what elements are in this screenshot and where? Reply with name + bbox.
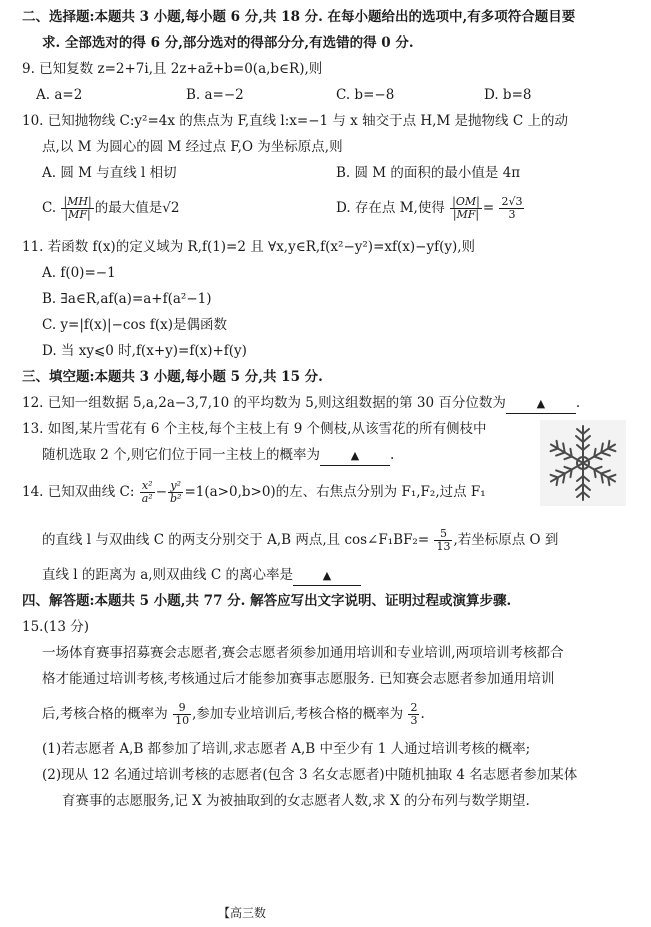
q14-cos-denominator: 13 — [436, 540, 451, 553]
q15-fraction-professional-numerator: 2 — [410, 701, 418, 714]
q14-fraction-x — [140, 480, 155, 505]
q11-option-b: B. ∃a∈R,af(a)=a+f(a²−1) — [42, 291, 212, 307]
q12-text: 12. 已知一组数据 5,a,2a−3,7,10 的平均数为 5,则这组数据的第 30 百分位数为 — [22, 395, 506, 411]
q14-line1 — [22, 480, 486, 505]
q9-option-b: B. a=−2 — [186, 87, 244, 103]
q10-option-a: A. 圆 M 与直线 l 相切 — [42, 165, 177, 181]
q15-fraction-general-numerator: 9 — [173, 702, 191, 715]
q12-blank-triangle-icon: ▲ — [536, 397, 546, 410]
q10-option-d-equals: = — [482, 200, 495, 216]
q13-line1: 13. 如图,某片雪花有 6 个主枝,每个主枝上有 9 个侧枝,从该雪花的所有侧枝中 — [22, 421, 487, 437]
q10-option-b: B. 圆 M 的面积的最小值是 4π — [336, 165, 521, 181]
q10-option-d-fraction — [450, 196, 482, 221]
q14-fraction-y-numerator: y² — [168, 480, 183, 493]
q10-option-d-numerator: |OM| — [452, 195, 480, 208]
q14-fraction-y-denominator: b² — [170, 492, 182, 505]
q9-option-a: A. a=2 — [36, 87, 83, 103]
q12-end: . — [575, 395, 581, 411]
q15-subquestion-2-line2: 育赛事的志愿服务,记 X 为被抽取到的女志愿者人数,求 X 的分布列与数学期望. — [62, 793, 530, 809]
q15-fraction-professional-denominator: 3 — [410, 714, 418, 727]
q10-stem-line1: 10. 已知抛物线 C:y²=4x 的焦点为 F,直线 l:x=−1 与 x 轴交于点 H,M 是抛物线 C 上的动 — [22, 113, 568, 129]
q9-option-d: D. b=8 — [484, 87, 532, 103]
q11-option-c: C. y=|f(x)|−cos f(x)是偶函数 — [42, 317, 227, 333]
q14-line1-start: 14. 已知双曲线 C: — [22, 484, 135, 500]
q14-cos-fraction — [434, 528, 452, 553]
q13-end: . — [389, 447, 395, 463]
q13-answer-blank — [320, 446, 390, 466]
q15-fraction-professional — [408, 702, 419, 727]
q10-option-c-suffix: 的最大值是√2 — [94, 200, 180, 216]
q10-option-d-value-numerator: 2√3 — [501, 195, 523, 208]
q15-fraction-general — [173, 702, 191, 727]
q11-option-a: A. f(0)=−1 — [42, 265, 116, 281]
q14-line2 — [42, 528, 558, 553]
q12-answer-blank — [506, 394, 576, 414]
section4-header: 四、解答题:本题共 5 小题,共 77 分. 解答应写出文字说明、证明过程或演算步骤. — [22, 593, 512, 609]
q10-option-d-prefix: D. 存在点 M,使得 — [336, 200, 445, 216]
q15-fraction-general-denominator: 10 — [175, 714, 190, 727]
q15-line3-start: 后,考核合格的概率为 — [42, 706, 168, 722]
q11-stem: 11. 若函数 f(x)的定义域为 R,f(1)=2 且 ∀x,y∈R,f(x²−y²)=xf(x)−yf(y),则 — [22, 239, 476, 255]
section2-header-line1: 二、选择题:本题共 3 小题,每小题 6 分,共 18 分. 在每小题给出的选项中,有多项符合题目要 — [22, 9, 576, 25]
snowflake-figure — [540, 420, 626, 506]
q14-line3 — [42, 566, 361, 586]
q10-option-c-numerator: |MH| — [63, 195, 92, 208]
q15-subquestion-1: (1)若志愿者 A,B 都参加了培训,求志愿者 A,B 中至少有 1 人通过培训考核的概率; — [42, 741, 531, 757]
page-footer: 【高三数 — [218, 906, 267, 920]
q10-option-c — [42, 196, 179, 221]
q14-fraction-x-numerator: x² — [140, 480, 155, 493]
q13-text: 随机选取 2 个,则它们位于同一主枝上的概率为 — [42, 447, 320, 463]
q15-paragraph-line2: 格才能通过培训考核,考核通过后才能参加赛事志愿服务. 已知赛会志愿者参加通用培训 — [42, 671, 555, 687]
q14-minus: − — [155, 484, 168, 500]
q9-stem: 9. 已知复数 z=2+7i,且 2z+az̄+b=0(a,b∈R),则 — [22, 61, 323, 77]
q14-cos-numerator: 5 — [434, 528, 452, 541]
q10-option-d-value — [499, 196, 524, 221]
q15-subquestion-2-line1: (2)现从 12 名通过培训考核的志愿者(包含 3 名女志愿者)中随机抽取 4 名志愿者参加某体 — [42, 767, 578, 783]
q15-paragraph-line1: 一场体育赛事招募赛会志愿者,赛会志愿者须参加通用培训和专业培训,两项培训考核都合 — [42, 645, 564, 661]
q10-option-d — [336, 196, 525, 221]
q15-line3-middle: ,参加专业培训后,考核合格的概率为 — [192, 706, 404, 722]
q15-line3-end: . — [420, 706, 425, 722]
q14-answer-blank — [293, 566, 361, 586]
q14-line3-text: 直线 l 的距离为 a,则双曲线 C 的离心率是 — [42, 567, 293, 583]
q14-line2-end: ,若坐标原点 O 到 — [453, 532, 559, 548]
q14-line2-start: 的直线 l 与双曲线 C 的两支分别交于 A,B 两点,且 cos∠F₁BF₂= — [42, 532, 430, 548]
q12-line — [22, 394, 580, 414]
q10-option-d-value-denominator: 3 — [508, 208, 516, 221]
q14-blank-triangle-icon: ▲ — [322, 569, 332, 582]
q15-paragraph-line3 — [42, 702, 425, 727]
section2-header-line2: 求. 全部选对的得 6 分,部分选对的得部分分,有选错的得 0 分. — [42, 35, 414, 51]
q14-fraction-x-denominator: a² — [141, 492, 153, 505]
q14-line1-end: =1(a>0,b>0)的左、右焦点分别为 F₁,F₂,过点 F₁ — [184, 484, 486, 500]
q13-blank-triangle-icon: ▲ — [350, 449, 360, 462]
q9-option-c: C. b=−8 — [336, 87, 395, 103]
q15-number: 15.(13 分) — [22, 619, 89, 635]
q10-option-c-fraction — [61, 196, 93, 221]
q14-fraction-y — [168, 480, 183, 505]
section3-header: 三、填空题:本题共 3 小题,每小题 5 分,共 15 分. — [22, 369, 323, 385]
q13-line2 — [42, 446, 394, 466]
q10-option-c-denominator: |MF| — [64, 208, 91, 221]
q10-option-c-prefix: C. — [42, 200, 57, 216]
q10-option-d-denominator: |MF| — [452, 208, 480, 221]
q11-option-d: D. 当 xy⩽0 时,f(x+y)=f(x)+f(y) — [42, 343, 247, 359]
q10-stem-line2: 点,以 M 为圆心的圆 M 经过点 F,O 为坐标原点,则 — [42, 139, 343, 155]
